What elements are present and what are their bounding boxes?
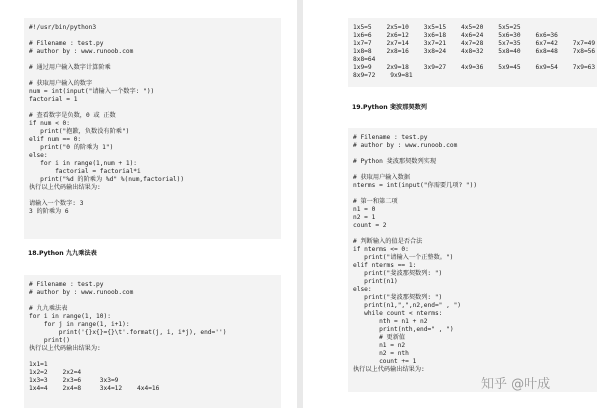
code-line: 8x9=72 9x9=81 bbox=[353, 72, 413, 79]
code-line: print(n1,",",n2,end=" , ") bbox=[353, 302, 462, 309]
code-line: elif nterms == 1: bbox=[353, 262, 417, 269]
code-line: if num < 0: bbox=[29, 120, 70, 127]
code-line: print("抱歉，负数没有阶乘") bbox=[29, 128, 130, 135]
code-line: nterms = int(input("你需要几项? ")) bbox=[353, 182, 478, 189]
code-line: print("斐波那契数列: ") bbox=[353, 294, 443, 301]
code-line: print(n1) bbox=[353, 278, 398, 285]
code-line: count += 1 bbox=[353, 358, 417, 365]
code-line: # 通过用户输入数字计算阶乘 bbox=[29, 64, 111, 71]
code-line: 1x4=4 2x4=8 3x4=12 4x4=16 bbox=[29, 385, 160, 392]
zhihu-watermark: 知乎 @叶成 bbox=[481, 377, 551, 392]
code-line: # 更新值 bbox=[353, 334, 406, 341]
code-line: nth = n1 + n2 bbox=[353, 318, 428, 325]
code-line: n1 = 0 bbox=[353, 206, 376, 213]
code-line: # Python 斐波那契数列实现 bbox=[353, 158, 437, 165]
code-line: 1x8=8 2x8=16 3x8=24 4x8=32 5x8=40 6x8=48 7x8=56 bbox=[353, 48, 596, 55]
code-line: # Filename : test.py bbox=[29, 40, 104, 47]
code-line: elif num == 0: bbox=[29, 136, 82, 143]
code-line: 执行以上代码输出结果为: bbox=[29, 184, 101, 191]
right-page bbox=[303, 0, 600, 408]
code-line: # 查看数字是负数，0 或 正数 bbox=[29, 112, 116, 119]
code-block-multiplication-output bbox=[348, 18, 597, 87]
section-heading-multiplication-table: 18.Python 九九乘法表 bbox=[28, 250, 97, 257]
code-line: print() bbox=[29, 337, 70, 344]
code-line: n2 = 1 bbox=[353, 214, 376, 221]
code-line: print("0 的阶乘为 1") bbox=[29, 144, 114, 151]
code-line: 请输入一个数字: 3 bbox=[29, 200, 84, 207]
left-page bbox=[0, 0, 297, 408]
code-line: 1x6=6 2x6=12 3x6=18 4x6=24 5x6=30 6x6=36 bbox=[353, 32, 558, 39]
code-line: print("斐波那契数列: ") bbox=[353, 270, 443, 277]
code-line: count = 2 bbox=[353, 222, 387, 229]
code-line: factorial = 1 bbox=[29, 96, 78, 103]
code-line: # author by : www.runoob.com bbox=[353, 142, 458, 149]
code-block-multiplication-table bbox=[24, 275, 281, 408]
code-line: print("请输入一个正整数。") bbox=[353, 254, 454, 261]
code-line: # Filename : test.py bbox=[353, 134, 428, 141]
code-line: n2 = nth bbox=[353, 350, 409, 357]
code-line: for i in range(1, 10): bbox=[29, 313, 111, 320]
code-line: #!/usr/bin/python3 bbox=[29, 24, 97, 31]
code-line: print("%d 的阶乘为 %d" %(num,factorial)) bbox=[29, 176, 185, 183]
code-line: 1x1=1 bbox=[29, 361, 48, 368]
code-line: if nterms <= 0: bbox=[353, 246, 409, 253]
code-line: n1 = n2 bbox=[353, 342, 406, 349]
code-line: # 判断输入的值是否合法 bbox=[353, 238, 423, 245]
code-block-factorial bbox=[24, 18, 281, 239]
code-line: for j in range(1, i+1): bbox=[29, 321, 130, 328]
section-heading-fibonacci: 19.Python 斐波那契数列 bbox=[352, 104, 427, 111]
code-line: factorial = factorial*i bbox=[29, 168, 141, 175]
code-line: 8x8=64 bbox=[353, 56, 376, 63]
code-line: # 九九乘法表 bbox=[29, 305, 68, 312]
code-line: 1x7=7 2x7=14 3x7=21 4x7=28 5x7=35 6x7=42 7x7=49 bbox=[353, 40, 596, 47]
code-line: 1x2=2 2x2=4 bbox=[29, 369, 82, 376]
code-block-fibonacci bbox=[348, 128, 597, 392]
code-line: 1x9=9 2x9=18 3x9=27 4x9=36 5x9=45 6x9=54 7x9=63 bbox=[353, 64, 596, 71]
code-line: num = int(input("请输入一个数字: ")) bbox=[29, 88, 155, 95]
code-line: # Filename : test.py bbox=[29, 281, 104, 288]
code-line: # author by : www.runoob.com bbox=[29, 48, 134, 55]
code-line: # 获取用户输入的数字 bbox=[29, 80, 93, 87]
code-line: 1x5=5 2x5=10 3x5=15 4x5=20 5x5=25 bbox=[353, 24, 521, 31]
code-line: print('{}x{}={}\t'.format(j, i, i*j), end='') bbox=[29, 329, 227, 336]
code-line: while count < nterms: bbox=[353, 310, 443, 317]
code-line: else: bbox=[353, 286, 372, 293]
code-line: 执行以上代码输出结果为: bbox=[353, 366, 425, 373]
code-line: for i in range(1,num + 1): bbox=[29, 160, 138, 167]
code-line: # author by : www.runoob.com bbox=[29, 289, 134, 296]
code-line: 1x3=3 2x3=6 3x3=9 bbox=[29, 377, 119, 384]
code-line: 3 的阶乘为 6 bbox=[29, 208, 69, 215]
code-line: print(nth,end=" , ") bbox=[353, 326, 454, 333]
code-line: # 获取用户输入数据 bbox=[353, 174, 410, 181]
code-line: else: bbox=[29, 152, 48, 159]
code-line: # 第一和第二项 bbox=[353, 198, 398, 205]
code-line: 执行以上代码输出结果为: bbox=[29, 345, 101, 352]
